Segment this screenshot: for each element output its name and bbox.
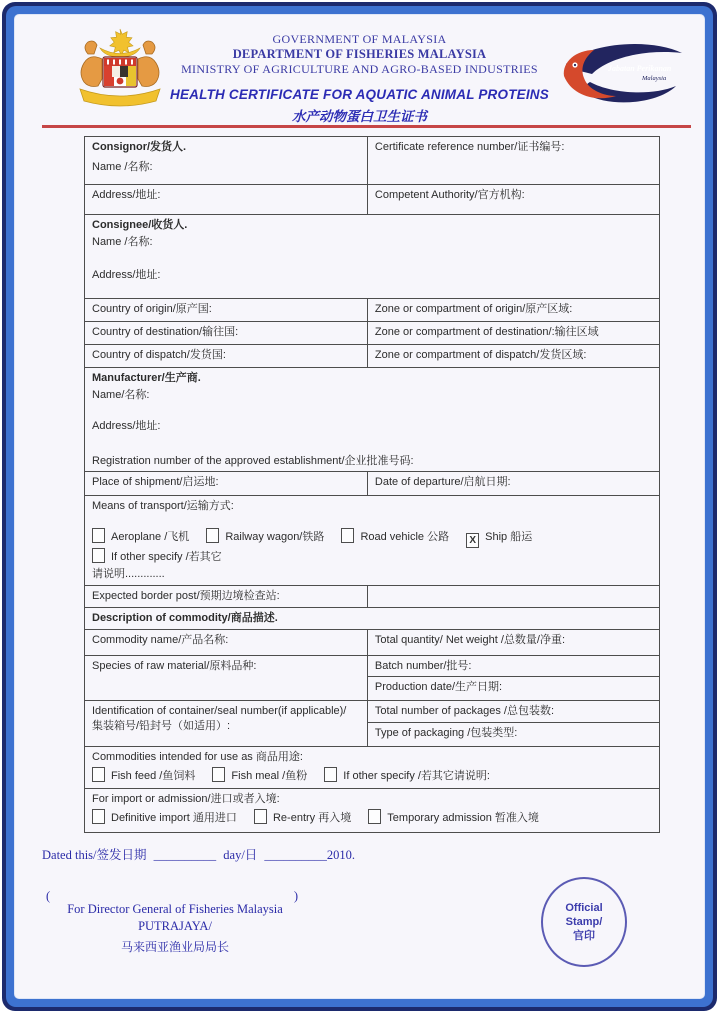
- stamp-line-1: Official: [565, 901, 603, 914]
- use-other-specify-label: If other specify /若其它请说明:: [343, 770, 490, 783]
- certificate-title-zh: 水产动物蛋白卫生证书: [292, 109, 427, 124]
- dated-line: [42, 845, 703, 863]
- day-label: day/日: [223, 848, 258, 863]
- date-blank-2: __________: [264, 848, 327, 863]
- fisheries-department-fish-logo-icon: [549, 38, 691, 110]
- checkbox-aeroplane[interactable]: [92, 528, 105, 543]
- table-row: [85, 299, 660, 322]
- table-row: [85, 585, 660, 607]
- dated-prefix: Dated this/签发日期: [42, 848, 147, 863]
- registration-number-field: Registration number of the approved establishment/企业批准号码:: [92, 454, 414, 467]
- option-label-definitive-import: Definitive import 通用进口: [111, 812, 237, 825]
- signature-line-2: PUTRAJAYA/: [138, 919, 212, 934]
- manufacturer-cell: [85, 368, 660, 472]
- manufacturer-name-field: Name/名称:: [92, 388, 150, 401]
- checkbox-definitive-import[interactable]: [92, 809, 105, 824]
- consignor-name-field: Name /名称:: [92, 160, 153, 173]
- import-admission-cell: [85, 789, 660, 833]
- consignee-cell: [85, 215, 660, 299]
- checkbox-fish-feed[interactable]: [92, 767, 105, 782]
- table-row: [85, 322, 660, 345]
- zone-dispatch-cell: Zone or compartment of dispatch/发货区域:: [367, 345, 659, 368]
- table-row: [85, 345, 660, 368]
- checkbox-temporary-admission[interactable]: [368, 809, 381, 824]
- ministry-line: MINISTRY OF AGRICULTURE AND AGRO-BASED INDUSTRIES: [181, 62, 538, 76]
- manufacturer-title: Manufacturer/生产商.: [92, 372, 201, 384]
- container-seal-line2: 集装箱号/铅封号（如适用）:: [92, 720, 231, 733]
- commodities-use-title: Commodities intended for use as 商品用途:: [92, 751, 303, 764]
- batch-number-cell: Batch number/批号:: [367, 655, 659, 677]
- transport-other-note: 请说明.............: [92, 568, 165, 581]
- certificate-reference-cell: Certificate reference number/证书编号:: [367, 137, 659, 185]
- table-row: [85, 701, 660, 723]
- date-blank-1: __________: [153, 848, 217, 863]
- consignor-cell: [85, 137, 368, 185]
- competent-authority-cell: Competent Authority/官方机构:: [367, 185, 659, 215]
- option-label-aeroplane: Aeroplane /飞机: [111, 531, 190, 544]
- government-line: GOVERNMENT OF MALAYSIA: [272, 32, 447, 46]
- table-row: [85, 137, 660, 185]
- stamp-line-3: 官印: [573, 930, 595, 943]
- expected-border-post-value-cell: [367, 585, 659, 607]
- table-row: [85, 789, 660, 833]
- option-label-temporary-admission: Temporary admission 暂准入境: [387, 812, 539, 825]
- checkbox-use-other[interactable]: [324, 767, 337, 782]
- certificate-header: [16, 22, 703, 124]
- checkbox-re-entry[interactable]: [254, 809, 267, 824]
- country-destination-cell: Country of destination/输往国:: [85, 322, 368, 345]
- expected-border-post-cell: Expected border post/预期边境检查站:: [85, 585, 368, 607]
- stamp-line-2: Stamp/: [565, 916, 603, 929]
- fish-logo-script-text: Jabatan Perikanan: [608, 64, 672, 73]
- option-label-road: Road vehicle 公路: [360, 531, 450, 544]
- species-raw-material-cell: Species of raw material/原料品种:: [85, 655, 368, 701]
- zone-origin-cell: Zone or compartment of origin/原产区域:: [367, 299, 659, 322]
- total-quantity-cell: Total quantity/ Net weight /总数量/净重:: [367, 629, 659, 655]
- container-seal-line1: Identification of container/seal number(if applicable)/: [92, 705, 347, 718]
- certificate-title-en: HEALTH CERTIFICATE FOR AQUATIC ANIMAL PROTEINS: [170, 87, 549, 102]
- checkbox-ship[interactable]: X: [466, 533, 479, 548]
- fish-logo-script-text-2: Malaysia: [642, 75, 667, 82]
- malaysia-coat-of-arms-icon: [68, 26, 172, 116]
- checkbox-railway-wagon[interactable]: [206, 528, 219, 543]
- bracket-close: ): [293, 889, 298, 904]
- table-row: [85, 472, 660, 496]
- official-stamp-circle: [541, 877, 627, 967]
- option-label-fish-feed: Fish feed /鱼饲料: [111, 770, 196, 783]
- option-label-other: If other specify /若其它: [111, 551, 222, 564]
- country-origin-cell: Country of origin/原产国:: [85, 299, 368, 322]
- manufacturer-address-field: Address/地址:: [92, 419, 161, 432]
- consignee-title: Consignee/收货人.: [92, 219, 188, 231]
- consignor-address-cell: Address/地址:: [85, 185, 368, 215]
- description-of-commodity-header: Description of commodity/商品描述.: [85, 607, 660, 629]
- year-label: 2010.: [326, 848, 356, 863]
- commodity-name-cell: Commodity name/产品名称:: [85, 629, 368, 655]
- signature-and-stamp-row: [16, 877, 703, 1007]
- signature-block: [44, 889, 324, 955]
- signature-line-1: For Director General of Fisheries Malaysia: [67, 902, 283, 917]
- certificate-content: [16, 16, 703, 997]
- consignor-title: Consignor/发货人.: [92, 141, 187, 153]
- total-packages-cell: Total number of packages /总包装数:: [367, 701, 659, 723]
- consignee-name-field: Name /名称:: [92, 235, 153, 248]
- option-label-re-entry: Re-entry 再入境: [272, 812, 352, 825]
- table-row: [85, 655, 660, 677]
- table-row: [85, 368, 660, 472]
- table-row: [85, 215, 660, 299]
- commodities-use-cell: [85, 747, 660, 789]
- option-label-fish-meal: Fish meal /鱼粉: [231, 770, 308, 783]
- department-line: DEPARTMENT OF FISHERIES MALAYSIA: [232, 47, 487, 61]
- zone-destination-cell: Zone or compartment of destination/:输往区域: [367, 322, 659, 345]
- import-admission-title: For import or admission/进口或者入境:: [92, 793, 280, 806]
- table-row: [85, 185, 660, 215]
- type-packaging-cell: Type of packaging /包装类型:: [367, 723, 659, 747]
- certificate-form-table: [84, 136, 660, 833]
- consignee-address-field: Address/地址:: [92, 268, 161, 281]
- option-label-railway: Railway wagon/铁路: [225, 531, 325, 544]
- production-date-cell: Production date/生产日期:: [367, 677, 659, 701]
- signature-line-3: 马来西亚渔业局局长: [120, 940, 229, 955]
- option-label-ship: Ship 船运: [485, 531, 533, 544]
- means-of-transport-cell: [85, 496, 660, 586]
- date-departure-cell: Date of departure/启航日期:: [367, 472, 659, 496]
- bracket-open: (: [46, 889, 51, 904]
- checkbox-road-vehicle[interactable]: [341, 528, 354, 543]
- place-shipment-cell: Place of shipment/启运地:: [85, 472, 368, 496]
- checkbox-transport-other[interactable]: [92, 548, 105, 563]
- means-of-transport-title: Means of transport/运输方式:: [92, 500, 234, 513]
- country-dispatch-cell: Country of dispatch/发货国:: [85, 345, 368, 368]
- checkbox-fish-meal[interactable]: [212, 767, 225, 782]
- header-divider-rule: [42, 125, 691, 128]
- table-row: [85, 496, 660, 586]
- table-row: [85, 607, 660, 629]
- table-row: [85, 629, 660, 655]
- container-seal-cell: [85, 701, 368, 747]
- table-row: [85, 747, 660, 789]
